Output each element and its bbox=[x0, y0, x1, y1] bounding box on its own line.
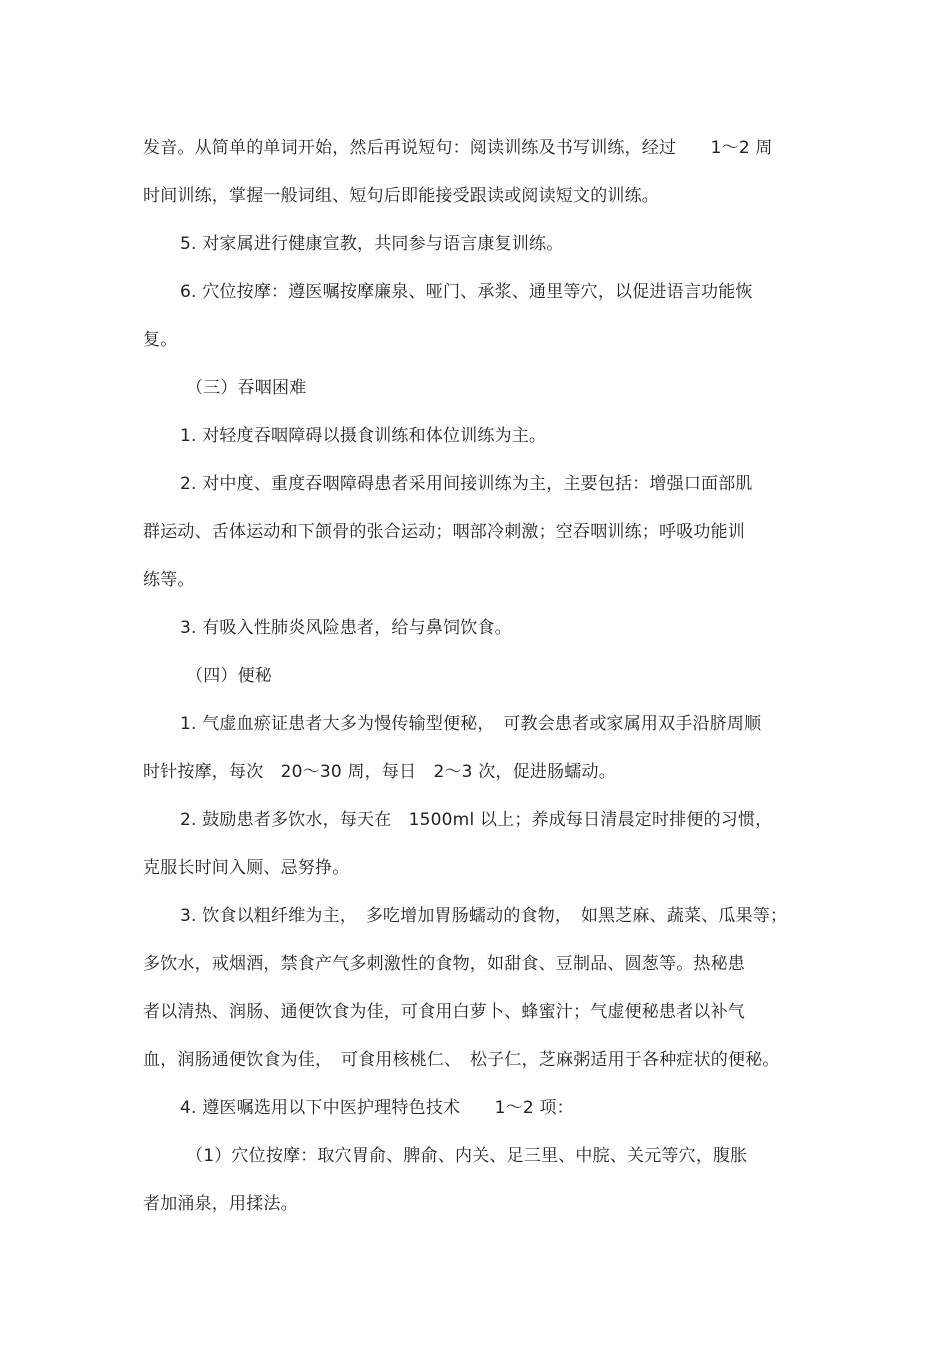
list-item-1: 1. 气虚血瘀证患者大多为慢传输型便秘， 可教会患者或家属用双手沿脐周顺 bbox=[180, 714, 762, 734]
list-item-2: 2. 鼓励患者多饮水，每天在 1500ml 以上；养成每日清晨定时排便的习惯， bbox=[180, 810, 773, 830]
paragraph-line: 克服长时间入厕、忌努挣。 bbox=[143, 858, 350, 878]
paragraph-line: 群运动、舌体运动和下颌骨的张合运动；咽部冷刺激；空吞咽训练；呼吸功能训 bbox=[143, 522, 745, 542]
paragraph-line: 复。 bbox=[143, 330, 178, 350]
sub-item-1: （1）穴位按摩：取穴胃俞、脾俞、内关、足三里、中脘、关元等穴，腹胀 bbox=[186, 1146, 748, 1166]
paragraph-line: 多饮水，戒烟酒，禁食产气多刺激性的食物，如甜食、豆制品、圆葱等。热秘患 bbox=[143, 954, 745, 974]
paragraph-line: 时间训练，掌握一般词组、短句后即能接受跟读或阅读短文的训练。 bbox=[143, 186, 659, 206]
paragraph-line: 者以清热、润肠、通便饮食为佳，可食用白萝卜、蜂蜜汁；气虚便秘患者以补气 bbox=[143, 1002, 745, 1022]
paragraph-line: 练等。 bbox=[143, 570, 195, 590]
paragraph-line: 发音。从简单的单词开始，然后再说短句：阅读训练及书写训练，经过 1～2 周 bbox=[143, 138, 773, 158]
list-item-5: 5. 对家属进行健康宣教，共同参与语言康复训练。 bbox=[180, 234, 564, 254]
list-item-2: 2. 对中度、重度吞咽障碍患者采用间接训练为主，主要包括：增强口面部肌 bbox=[180, 474, 753, 494]
list-item-3: 3. 有吸入性肺炎风险患者，给与鼻饲饮食。 bbox=[180, 618, 512, 638]
list-item-4: 4. 遵医嘱选用以下中医护理特色技术 1～2 项： bbox=[180, 1098, 574, 1118]
paragraph-line: 血，润肠通便饮食为佳， 可食用核桃仁、 松子仁，芝麻粥适用于各种症状的便秘。 bbox=[143, 1050, 780, 1070]
section-heading-constipation: （四）便秘 bbox=[186, 666, 272, 686]
paragraph-line: 者加涌泉，用揉法。 bbox=[143, 1194, 298, 1214]
list-item-6: 6. 穴位按摩：遵医嘱按摩廉泉、哑门、承浆、通里等穴，以促进语言功能恢 bbox=[180, 282, 753, 302]
paragraph-line: 时针按摩，每次 20～30 周，每日 2～3 次，促进肠蠕动。 bbox=[143, 762, 616, 782]
list-item-3: 3. 饮食以粗纤维为主， 多吃增加胃肠蠕动的食物， 如黑芝麻、蔬菜、瓜果等； bbox=[180, 906, 788, 926]
list-item-1: 1. 对轻度吞咽障碍以摄食训练和体位训练为主。 bbox=[180, 426, 547, 446]
section-heading-swallowing: （三）吞咽困难 bbox=[186, 378, 307, 398]
